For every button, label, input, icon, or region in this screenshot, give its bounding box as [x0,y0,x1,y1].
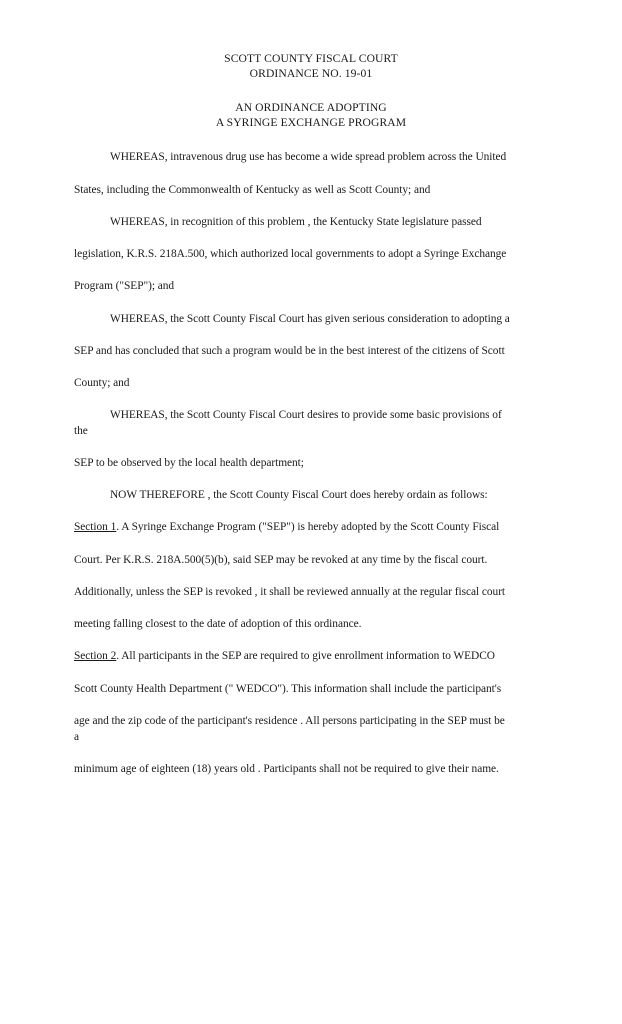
section-2-line: a [74,731,80,743]
body-line: WHEREAS, intravenous drug use has become a wide spread problem across the United [110,151,507,163]
body-line: County; and [74,377,130,389]
section-1-text: . A Syringe Exchange Program ("SEP") is hereby adopted by the Scott County Fiscal [116,521,500,533]
section-2-line: Scott County Health Department (" WEDCO"). This information shall include the participant's [74,683,502,695]
section-1-line: meeting falling closest to the date of adoption of this ordinance. [74,618,362,630]
court-name-heading: SCOTT COUNTY FISCAL COURT [224,52,398,65]
section-2-label: Section 2 [74,650,117,662]
section-1-line: Additionally, unless the SEP is revoked , it shall be reviewed annually at the regular fiscal court [74,586,506,598]
ordinance-title-line-1: AN ORDINANCE ADOPTING [235,101,387,114]
section-1-first-line [74,520,499,534]
ordinance-title-line-2: A SYRINGE EXCHANGE PROGRAM [215,116,407,129]
section-1-label: Section 1 [74,521,117,533]
body-line: States, including the Commonwealth of Kentucky as well as Scott County; and [74,184,431,196]
section-2-text: . All participants in the SEP are required to give enrollment information to WEDCO [116,650,495,662]
section-2-first-line [74,649,495,663]
body-line: legislation, K.R.S. 218A.500, which authorized local governments to adopt a Syringe Exchange [74,248,507,260]
section-1-line: Court. Per K.R.S. 218A.500(5)(b), said SEP may be revoked at any time by the fiscal court. [74,554,488,566]
body-line: Program ("SEP"); and [74,280,175,292]
body-line: SEP to be observed by the local health department; [74,457,304,469]
section-2-line: age and the zip code of the participant's residence . All persons participating in the SEP must be [74,715,505,727]
body-line: WHEREAS, in recognition of this problem , the Kentucky State legislature passed [110,216,482,228]
body-line: NOW THEREFORE , the Scott County Fiscal Court does hereby ordain as follows: [110,489,488,501]
body-line: WHEREAS, the Scott County Fiscal Court desires to provide some basic provisions of [110,409,502,421]
body-line: SEP and has concluded that such a program would be in the best interest of the citizens of Scott [74,345,505,357]
body-line: the [74,425,88,437]
ordinance-number-heading: ORDINANCE NO. 19-01 [249,67,373,80]
body-line: WHEREAS, the Scott County Fiscal Court has given serious consideration to adopting a [110,313,510,325]
section-2-line: minimum age of eighteen (18) years old . Participants shall not be required to give their name. [74,763,499,775]
